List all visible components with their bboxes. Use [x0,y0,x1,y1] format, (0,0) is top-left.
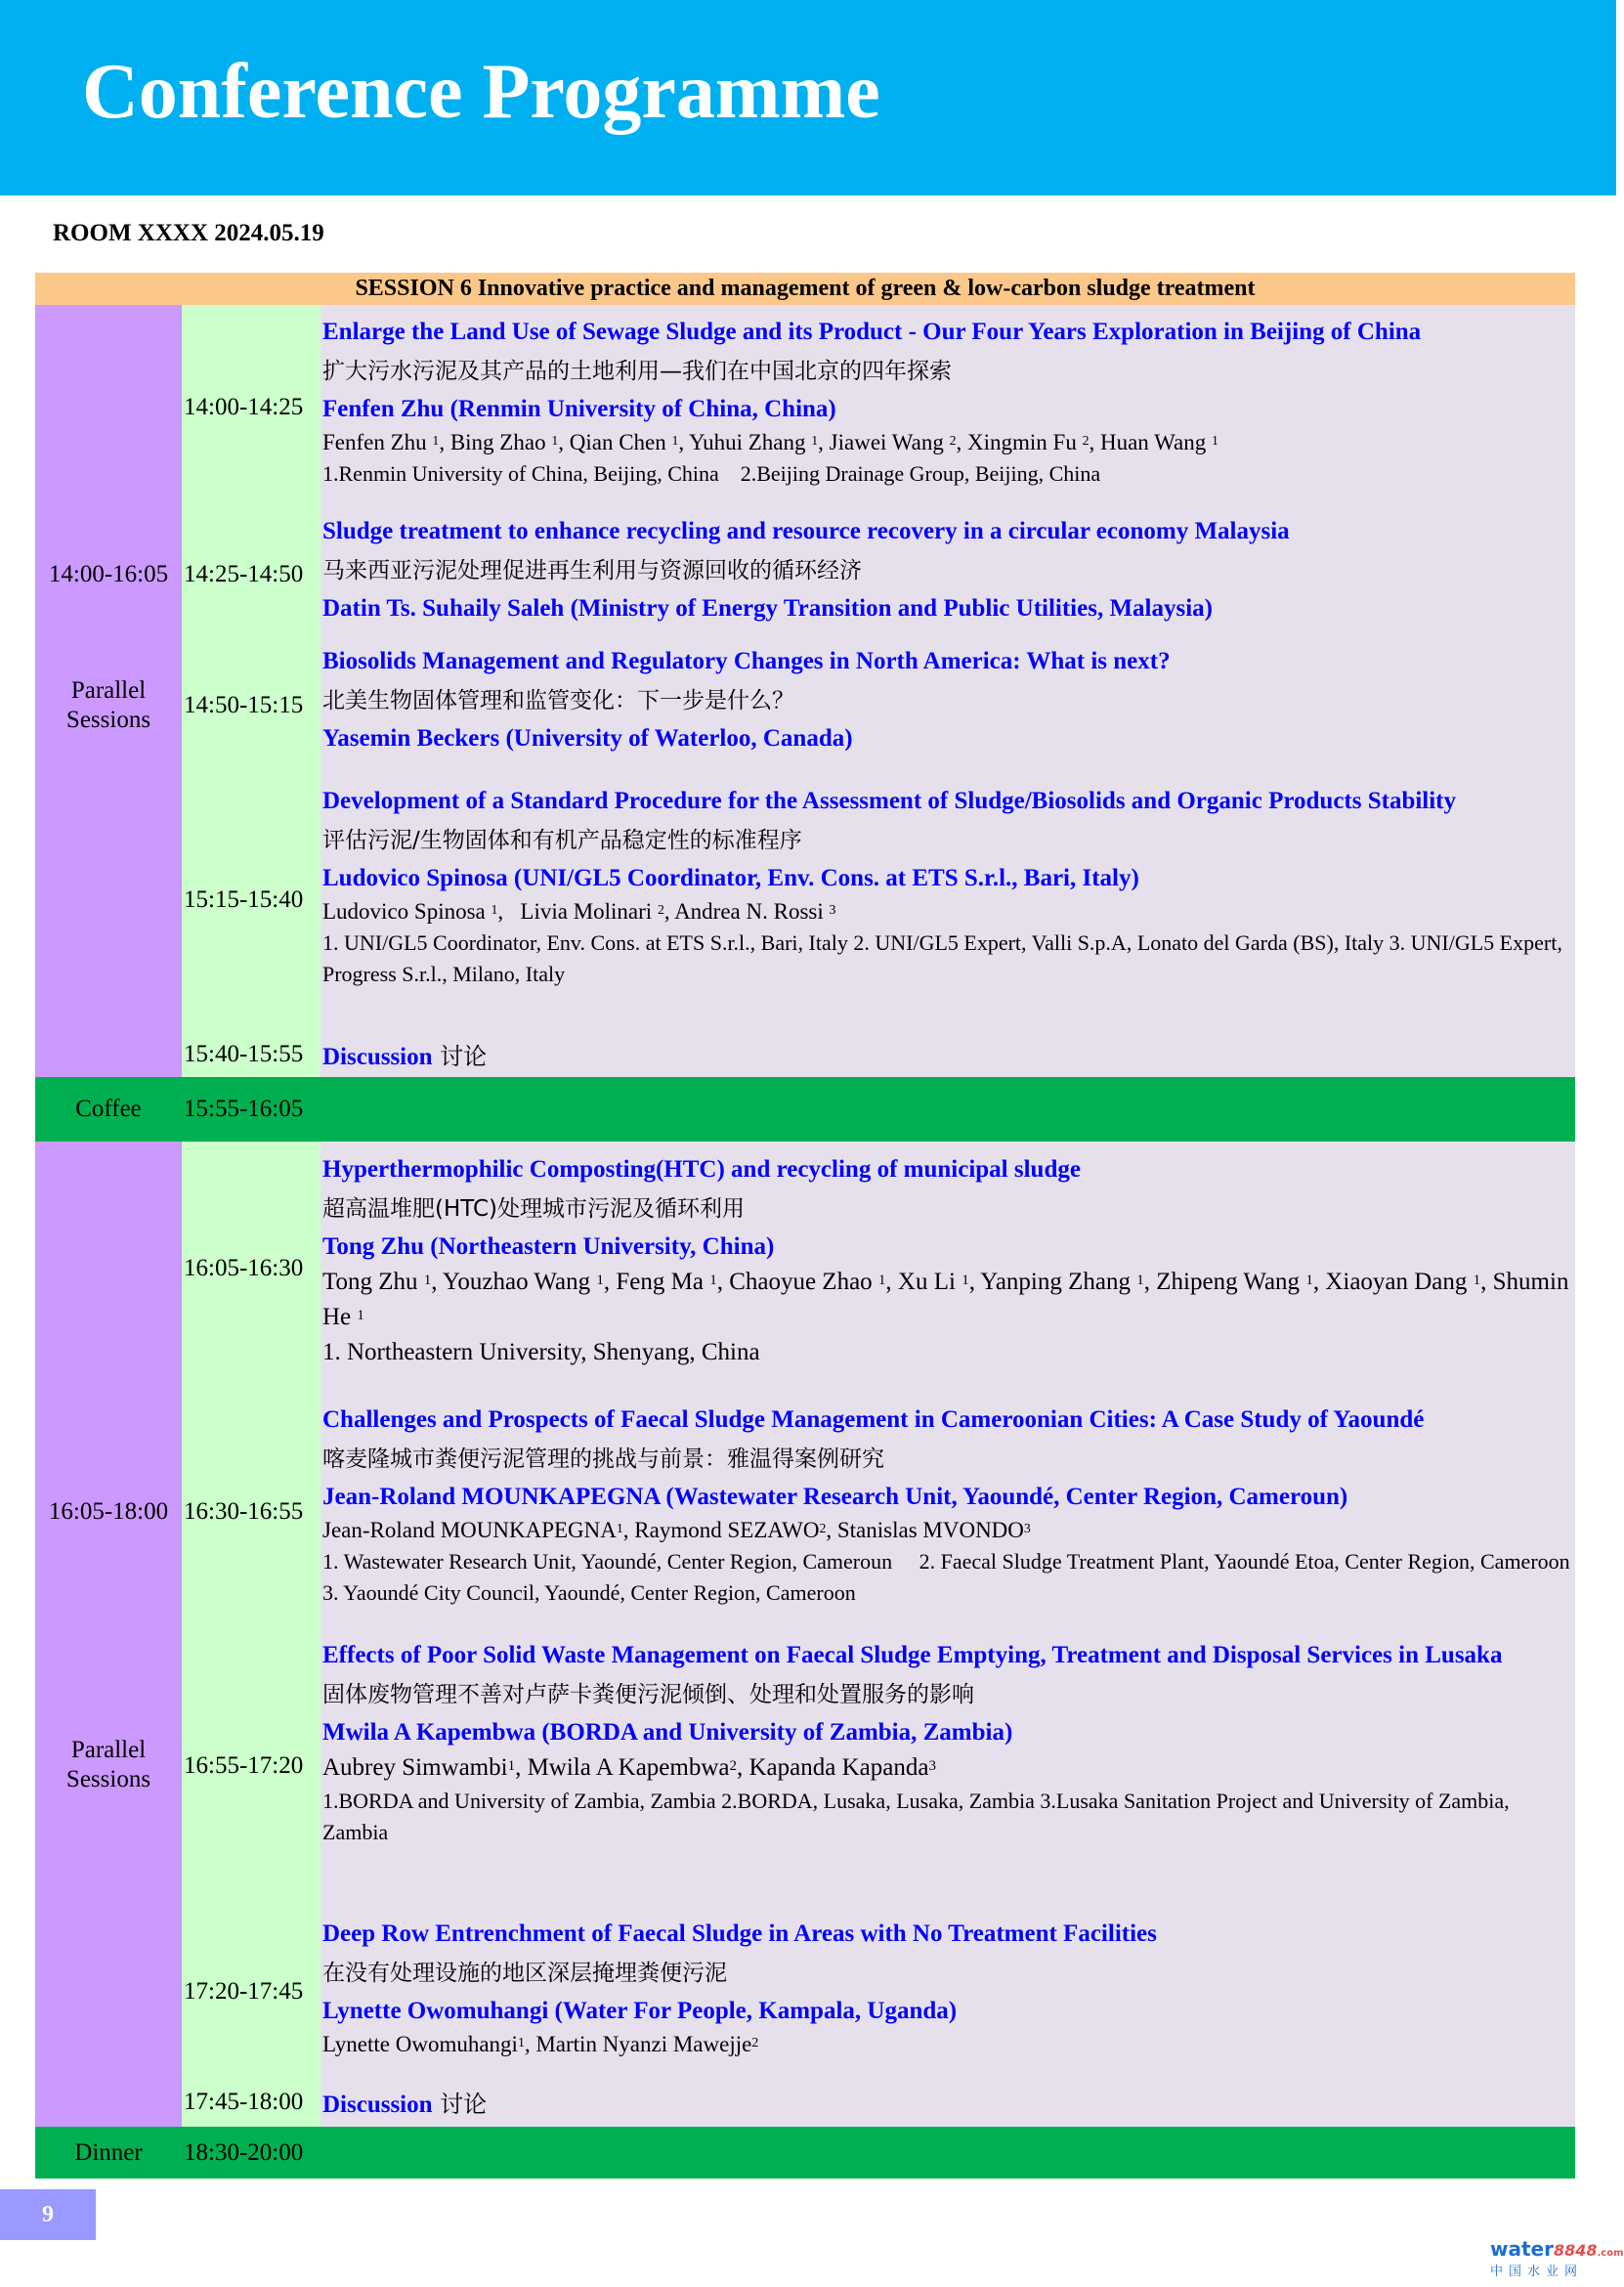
talk-title-zh: 马来西亚污泥处理促进再生利用与资源回收的循环经济 [322,558,862,583]
header-banner [0,0,1616,195]
talk-entry [322,1637,1571,1848]
coffee-time: 15:55-16:05 [184,1096,304,1122]
talk-affiliations: 1. UNI/GL5 Coordinator, Env. Cons. at ETS S.r.l., Bari, Italy 2. UNI/GL5 Expert, Valli S.p.A, Lonato del Garda (BS), Italy 3. UNI/GL5 Expert, Progress S.r.l., Milano, Italy [322,930,1562,986]
talk-title-zh: 扩大污水污泥及其产品的土地利用—我们在中国北京的四年探索 [322,359,952,384]
discussion-time: 17:45-18:00 [184,2089,304,2115]
dinner-time: 18:30-20:00 [184,2139,304,2166]
talk-time: 14:50-15:15 [184,692,304,718]
dinner-label: Dinner [74,2139,143,2166]
discussion [322,1042,487,1072]
discussion-zh: 讨论 [432,2091,488,2118]
session-title: SESSION 6 Innovative practice and management of green & low-carbon sludge treatment [35,273,1575,305]
talk-title-zh: 评估污泥/生物固体和有机产品稳定性的标准程序 [322,828,802,853]
discussion-en: Discussion [322,1044,433,1070]
talk-speaker: Mwila A Kapembwa (BORDA and University of Zambia, Zambia) [322,1719,1013,1746]
talk-title-zh: 固体废物管理不善对卢萨卡粪便污泥倾倒、处理和处置服务的影响 [322,1682,974,1707]
talk-title-zh: 喀麦隆城市粪便污泥管理的挑战与前景：雅温得案例研究 [322,1446,884,1472]
block2-label-line1: Parallel [70,1737,147,1763]
block2-label-line2: Sessions [65,1766,151,1792]
talk-time: 17:20-17:45 [184,1978,304,2005]
discussion [322,2090,487,2120]
water8848-logo: water8848.com 中国水业网 [1490,2237,1624,2279]
talk-time: 14:00-14:25 [184,394,304,420]
discussion-time: 15:40-15:55 [184,1041,304,1067]
talk-speaker: Yasemin Beckers (University of Waterloo, Canada) [322,725,853,752]
talk-affiliations: 1. Northeastern University, Shenyang, China [322,1339,760,1365]
talk-title: Biosolids Management and Regulatory Changes in North America: What is next? [322,648,1171,674]
talk-title: Enlarge the Land Use of Sewage Sludge and its Product - Our Four Years Exploration in Beijing of China [322,319,1422,345]
talk-affiliations: 1.BORDA and University of Zambia, Zambia 2.BORDA, Lusaka, Lusaka, Zambia 3.Lusaka Sanitation Project and University of Zambia, Zambia [322,1789,1510,1844]
talk-entry [322,643,1571,756]
talk-authors: Ludovico Spinosa $^1$, Livia Molinari $^2$, Andrea N. Rossi $^3$ [322,899,836,924]
page-number: 9 [0,2189,96,2240]
talk-entry [322,783,1571,990]
talk-speaker: Tong Zhu (Northeastern University, China) [322,1233,775,1260]
talk-authors: Lynette Owomuhangi$^1$, Martin Nyanzi Mawejje$^2$ [322,2032,759,2056]
talk-authors: Tong Zhu $^1$, Youzhao Wang $^1$, Feng Ma $^1$, Chaoyue Zhao $^1$, Xu Li $^1$, Yanping Zhang $^1$, Zhipeng Wang $^1$, Xiaoyan Dang $^1$, Shumin He $^1$ [322,1269,1569,1330]
talk-speaker: Fenfen Zhu (Renmin University of China, China) [322,396,836,422]
talk-entry [322,1402,1587,1609]
talk-affiliations: 1.Renmin University of China, Beijing, China 2.Beijing Drainage Group, Beijing, China [322,461,1101,486]
talk-title: Challenges and Prospects of Faecal Sludge Management in Cameroonian Cities: A Case Study of Yaoundé [322,1406,1425,1433]
talk-title-zh: 在没有处理设施的地区深层掩埋粪便污泥 [322,1961,727,1986]
talk-affiliations: 1. Wastewater Research Unit, Yaoundé, Center Region, Cameroun 2. Faecal Sludge Treatment Plant, Yaoundé Etoa, Center Region, Cameroon 3. Yaoundé City Council, Yaoundé, Center Region, Cameroon [322,1549,1587,1605]
talk-title-zh: 北美生物固体管理和监管变化：下一步是什么？ [322,688,794,713]
talk-entry [322,1916,1571,2060]
discussion-zh: 讨论 [432,1043,488,1070]
talk-speaker: Datin Ts. Suhaily Saleh (Ministry of Energy Transition and Public Utilities, Malaysia) [322,595,1213,622]
talk-speaker: Jean-Roland MOUNKAPEGNA (Wastewater Research Unit, Yaoundé, Center Region, Cameroun) [322,1484,1348,1510]
talk-authors: Jean-Roland MOUNKAPEGNA$^1$, Raymond SEZAWO$^2$, Stanislas MVONDO$^3$ [322,1518,1031,1542]
page-title: Conference Programme [82,49,880,135]
block1-label-line1: Parallel [70,677,147,704]
talk-time: 15:15-15:40 [184,886,304,913]
talk-authors: Fenfen Zhu $^1$, Bing Zhao $^1$, Qian Chen $^1$, Yuhui Zhang $^1$, Jiawei Wang $^2$, Xingmin Fu $^2$, Huan Wang $^1$ [322,430,1218,454]
block2-time-column [35,1142,182,2127]
talk-title: Hyperthermophilic Composting(HTC) and recycling of municipal sludge [322,1156,1081,1183]
block1-time: 14:00-16:05 [48,561,169,587]
talk-title: Sludge treatment to enhance recycling and resource recovery in a circular economy Malaysia [322,518,1290,544]
talk-time: 16:05-16:30 [184,1255,304,1281]
talk-time: 14:25-14:50 [184,561,304,587]
discussion-en: Discussion [322,2092,433,2118]
talk-authors: Aubrey Simwambi$^1$, Mwila A Kapembwa$^2$, Kapanda Kapanda$^3$ [322,1754,936,1781]
talk-title: Development of a Standard Procedure for the Assessment of Sludge/Biosolids and Organic Products Stability [322,788,1457,814]
talk-speaker: Lynette Owomuhangi (Water For People, Kampala, Uganda) [322,1998,958,2024]
coffee-label: Coffee [75,1096,142,1122]
talk-time: 16:30-16:55 [184,1498,304,1525]
block2-time: 16:05-18:00 [48,1498,169,1525]
talk-title: Effects of Poor Solid Waste Management on Faecal Sludge Emptying, Treatment and Disposal Services in Lusaka [322,1642,1503,1668]
talk-speaker: Ludovico Spinosa (UNI/GL5 Coordinator, Env. Cons. at ETS S.r.l., Bari, Italy) [322,865,1139,891]
talk-entry [322,1151,1571,1370]
block1-label-line2: Sessions [65,707,151,733]
talk-entry [322,513,1571,626]
talk-time: 16:55-17:20 [184,1752,304,1779]
talk-title: Deep Row Entrenchment of Faecal Sludge in Areas with No Treatment Facilities [322,1920,1157,1947]
room-date: ROOM XXXX 2024.05.19 [53,220,324,246]
talk-entry [322,314,1571,490]
talk-title-zh: 超高温堆肥(HTC)处理城市污泥及循环利用 [322,1196,746,1222]
